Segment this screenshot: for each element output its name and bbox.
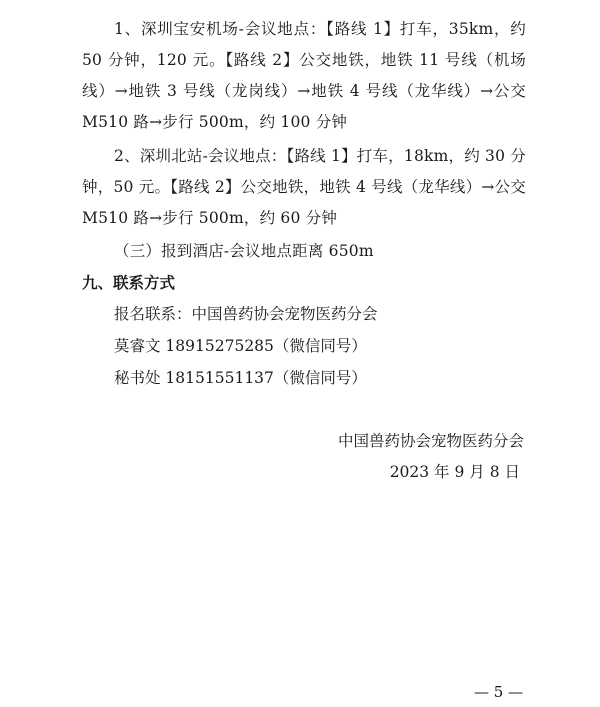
hotel-distance-paragraph: （三）报到酒店-会议地点距离 650m bbox=[114, 242, 374, 260]
signature-organization: 中国兽药协会宠物医药分会 bbox=[337, 432, 524, 450]
route-north-station-paragraph: 2、深圳北站-会议地点：【路线 1】打车，18km，约 30 分钟，50 元。【路线 2】公交地铁，地铁 4 号线（龙华线）→公交 M510 路→步行 500m，约 60 分钟 bbox=[82, 147, 526, 227]
signature-date: 2023 年 9 月 8 日 bbox=[389, 463, 520, 481]
contact-person: 莫睿文 18915275285（微信同号） bbox=[114, 337, 367, 355]
registration-contact: 报名联系：中国兽药协会宠物医药分会 bbox=[114, 305, 378, 323]
route-airport-paragraph: 1、深圳宝安机场-会议地点：【路线 1】打车，35km，约 50 分钟，120 元。【路线 2】公交地铁，地铁 11 号线（机场线）→地铁 3 号线（龙岗线）→地铁 4 号线（龙华线）→公交 M510 路→步行 500m，约 100 分钟 bbox=[82, 20, 526, 131]
contact-heading: 九、联系方式 bbox=[82, 274, 176, 292]
secretariat-contact: 秘书处 18151551137（微信同号） bbox=[114, 369, 367, 387]
page-number: — 5 — bbox=[474, 683, 524, 701]
